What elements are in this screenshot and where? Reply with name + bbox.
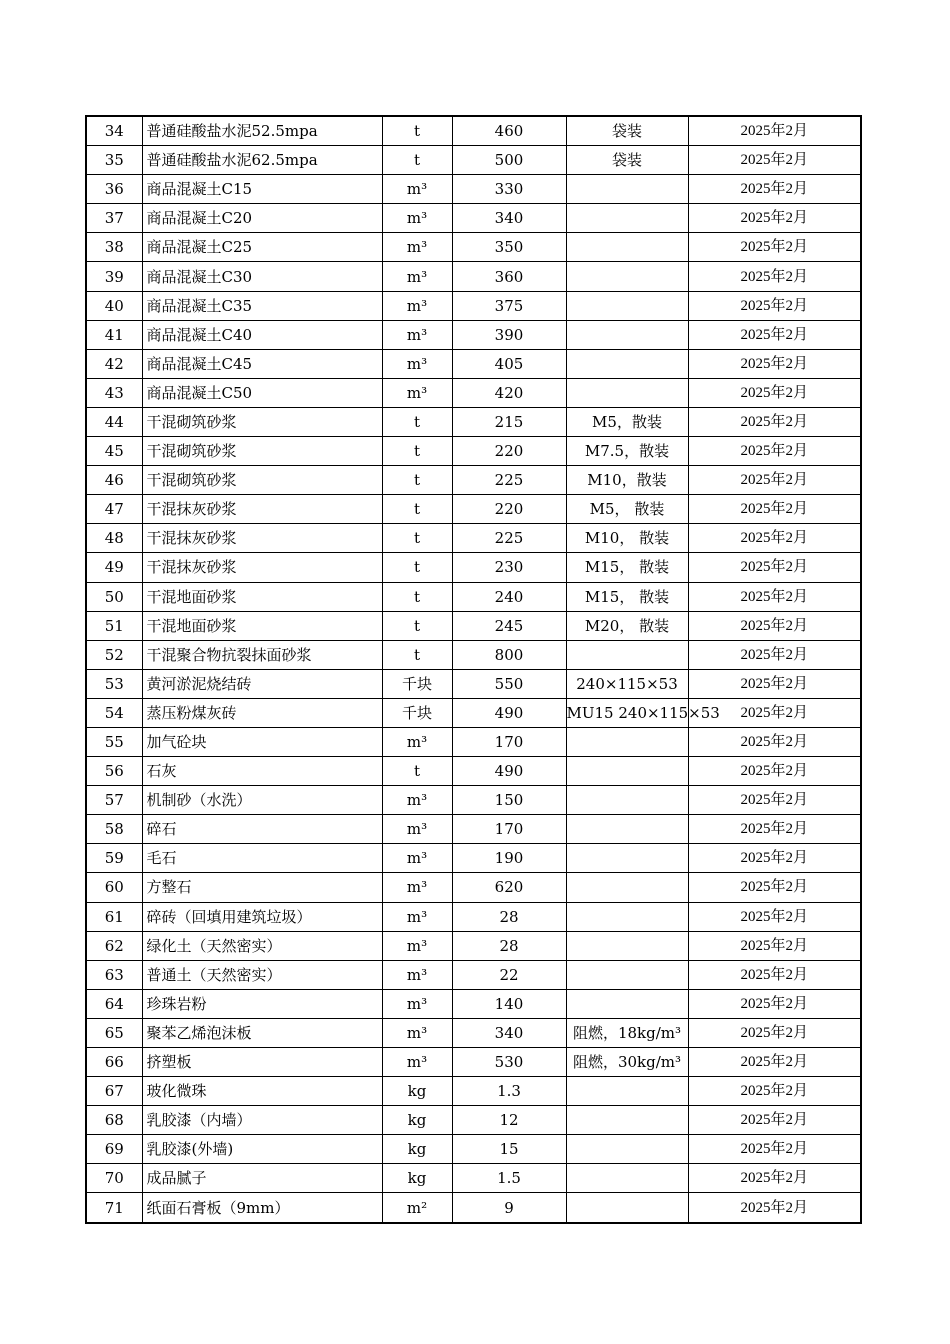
date-cell: 2025年2月 [688,931,861,960]
date-cell: 2025年2月 [688,1018,861,1047]
material-name-cell: 干混地面砂浆 [142,611,382,640]
material-name-cell: 挤塑板 [142,1048,382,1077]
table-row [86,815,861,844]
note-cell: 240×115×53 [566,669,688,698]
material-name-cell: 绿化土（天然密实） [142,931,382,960]
date-cell: 2025年2月 [688,640,861,669]
table-row [86,1135,861,1164]
material-name-cell: 玻化微珠 [142,1077,382,1106]
date-cell: 2025年2月 [688,786,861,815]
unit-cell: 千块 [382,669,452,698]
row-number-cell: 42 [86,349,142,378]
unit-cell: m³ [382,204,452,233]
table-row [86,1077,861,1106]
row-number-cell: 58 [86,815,142,844]
row-number-cell: 70 [86,1164,142,1193]
material-name-cell: 商品混凝土C45 [142,349,382,378]
unit-cell: m³ [382,262,452,291]
date-cell: 2025年2月 [688,175,861,204]
price-cell: 1.5 [452,1164,566,1193]
row-number-cell: 46 [86,466,142,495]
unit-cell: t [382,582,452,611]
material-name-cell: 乳胶漆(外墙) [142,1135,382,1164]
table-row [86,466,861,495]
row-number-cell: 44 [86,407,142,436]
date-cell: 2025年2月 [688,757,861,786]
table-row [86,1048,861,1077]
material-name-cell: 商品混凝土C40 [142,320,382,349]
table-row [86,524,861,553]
note-cell [566,175,688,204]
price-cell: 28 [452,931,566,960]
note-cell: 阻燃，18kg/m³ [566,1018,688,1047]
price-cell: 340 [452,204,566,233]
price-cell: 490 [452,698,566,727]
material-name-cell: 成品腻子 [142,1164,382,1193]
table-row [86,204,861,233]
table-body [86,116,861,1223]
unit-cell: t [382,611,452,640]
row-number-cell: 71 [86,1193,142,1223]
date-cell: 2025年2月 [688,611,861,640]
note-cell: 袋装 [566,116,688,146]
row-number-cell: 61 [86,902,142,931]
material-name-cell: 商品混凝土C30 [142,262,382,291]
note-cell [566,291,688,320]
material-name-cell: 蒸压粉煤灰砖 [142,698,382,727]
price-cell: 140 [452,989,566,1018]
unit-cell: m³ [382,175,452,204]
date-cell: 2025年2月 [688,1193,861,1223]
price-cell: 460 [452,116,566,146]
price-cell: 225 [452,466,566,495]
note-cell [566,262,688,291]
row-number-cell: 63 [86,960,142,989]
row-number-cell: 38 [86,233,142,262]
price-cell: 350 [452,233,566,262]
table-row [86,902,861,931]
unit-cell: m³ [382,989,452,1018]
date-cell: 2025年2月 [688,262,861,291]
note-cell: M10，散装 [566,466,688,495]
material-name-cell: 纸面石膏板（9mm） [142,1193,382,1223]
table-row [86,1193,861,1223]
price-cell: 220 [452,495,566,524]
price-cell: 360 [452,262,566,291]
table-row [86,146,861,175]
unit-cell: m³ [382,960,452,989]
row-number-cell: 53 [86,669,142,698]
table-row [86,116,861,146]
price-cell: 22 [452,960,566,989]
price-cell: 330 [452,175,566,204]
material-name-cell: 干混聚合物抗裂抹面砂浆 [142,640,382,669]
material-name-cell: 干混砌筑砂浆 [142,466,382,495]
material-name-cell: 干混抹灰砂浆 [142,495,382,524]
row-number-cell: 60 [86,873,142,902]
note-cell [566,349,688,378]
row-number-cell: 51 [86,611,142,640]
price-cell: 230 [452,553,566,582]
price-cell: 500 [452,146,566,175]
price-cell: 170 [452,815,566,844]
row-number-cell: 34 [86,116,142,146]
row-number-cell: 49 [86,553,142,582]
note-cell: M20， 散装 [566,611,688,640]
date-cell: 2025年2月 [688,582,861,611]
unit-cell: m³ [382,902,452,931]
price-cell: 9 [452,1193,566,1223]
price-cell: 245 [452,611,566,640]
note-cell: M15， 散装 [566,553,688,582]
note-cell: M7.5，散装 [566,437,688,466]
table-row [86,349,861,378]
price-cell: 28 [452,902,566,931]
unit-cell: t [382,524,452,553]
note-cell [566,844,688,873]
row-number-cell: 56 [86,757,142,786]
unit-cell: kg [382,1106,452,1135]
unit-cell: m³ [382,233,452,262]
unit-cell: t [382,407,452,436]
unit-cell: m³ [382,349,452,378]
note-cell: 袋装 [566,146,688,175]
unit-cell: m³ [382,1048,452,1077]
price-cell: 170 [452,727,566,756]
price-cell: 150 [452,786,566,815]
row-number-cell: 69 [86,1135,142,1164]
material-name-cell: 商品混凝土C35 [142,291,382,320]
note-cell: M5， 散装 [566,495,688,524]
row-number-cell: 59 [86,844,142,873]
table-row [86,437,861,466]
date-cell: 2025年2月 [688,902,861,931]
table-row [86,757,861,786]
material-price-table [85,115,862,1224]
material-name-cell: 商品混凝土C15 [142,175,382,204]
unit-cell: t [382,495,452,524]
row-number-cell: 62 [86,931,142,960]
unit-cell: m³ [382,815,452,844]
table-row [86,786,861,815]
price-cell: 240 [452,582,566,611]
material-name-cell: 普通硅酸盐水泥52.5mpa [142,116,382,146]
date-cell: 2025年2月 [688,844,861,873]
unit-cell: m³ [382,727,452,756]
unit-cell: m³ [382,786,452,815]
date-cell: 2025年2月 [688,378,861,407]
unit-cell: 千块 [382,698,452,727]
row-number-cell: 35 [86,146,142,175]
row-number-cell: 36 [86,175,142,204]
row-number-cell: 41 [86,320,142,349]
note-cell [566,873,688,902]
material-name-cell: 加气砼块 [142,727,382,756]
date-cell: 2025年2月 [688,989,861,1018]
unit-cell: m³ [382,320,452,349]
price-cell: 420 [452,378,566,407]
unit-cell: t [382,640,452,669]
material-name-cell: 乳胶漆（内墙） [142,1106,382,1135]
price-cell: 225 [452,524,566,553]
row-number-cell: 67 [86,1077,142,1106]
material-name-cell: 普通硅酸盐水泥62.5mpa [142,146,382,175]
date-cell: 2025年2月 [688,1077,861,1106]
price-cell: 405 [452,349,566,378]
date-cell: 2025年2月 [688,495,861,524]
unit-cell: t [382,757,452,786]
table-row [86,844,861,873]
note-cell [566,1193,688,1223]
date-cell: 2025年2月 [688,553,861,582]
material-name-cell: 商品混凝土C25 [142,233,382,262]
note-cell [566,1077,688,1106]
price-cell: 1.3 [452,1077,566,1106]
note-cell: M5，散装 [566,407,688,436]
date-cell: 2025年2月 [688,873,861,902]
note-cell: 阻燃，30kg/m³ [566,1048,688,1077]
note-cell: MU15 240×115×53 [566,698,688,727]
table-row [86,582,861,611]
table-row [86,407,861,436]
price-cell: 390 [452,320,566,349]
note-cell [566,1106,688,1135]
row-number-cell: 65 [86,1018,142,1047]
table-row [86,611,861,640]
table-row [86,669,861,698]
note-cell [566,960,688,989]
date-cell: 2025年2月 [688,407,861,436]
date-cell: 2025年2月 [688,349,861,378]
date-cell: 2025年2月 [688,437,861,466]
unit-cell: m³ [382,844,452,873]
unit-cell: kg [382,1077,452,1106]
unit-cell: t [382,116,452,146]
row-number-cell: 50 [86,582,142,611]
date-cell: 2025年2月 [688,233,861,262]
date-cell: 2025年2月 [688,466,861,495]
date-cell: 2025年2月 [688,960,861,989]
table-row [86,553,861,582]
material-name-cell: 碎砖（回填用建筑垃圾） [142,902,382,931]
unit-cell: t [382,146,452,175]
material-name-cell: 方整石 [142,873,382,902]
row-number-cell: 43 [86,378,142,407]
material-name-cell: 干混砌筑砂浆 [142,407,382,436]
row-number-cell: 39 [86,262,142,291]
table-row [86,989,861,1018]
table-row [86,1106,861,1135]
row-number-cell: 52 [86,640,142,669]
row-number-cell: 64 [86,989,142,1018]
table-row [86,291,861,320]
row-number-cell: 55 [86,727,142,756]
table-row [86,262,861,291]
date-cell: 2025年2月 [688,291,861,320]
unit-cell: kg [382,1164,452,1193]
note-cell [566,640,688,669]
table-row [86,495,861,524]
price-cell: 12 [452,1106,566,1135]
row-number-cell: 45 [86,437,142,466]
unit-cell: m³ [382,291,452,320]
date-cell: 2025年2月 [688,1048,861,1077]
material-name-cell: 干混地面砂浆 [142,582,382,611]
price-cell: 375 [452,291,566,320]
note-cell [566,1164,688,1193]
material-name-cell: 干混抹灰砂浆 [142,524,382,553]
table-row [86,727,861,756]
price-cell: 220 [452,437,566,466]
date-cell: 2025年2月 [688,1106,861,1135]
row-number-cell: 66 [86,1048,142,1077]
material-name-cell: 聚苯乙烯泡沫板 [142,1018,382,1047]
unit-cell: t [382,437,452,466]
date-cell: 2025年2月 [688,1135,861,1164]
material-name-cell: 商品混凝土C50 [142,378,382,407]
material-name-cell: 碎石 [142,815,382,844]
table-row [86,175,861,204]
note-cell [566,902,688,931]
note-cell [566,320,688,349]
date-cell: 2025年2月 [688,116,861,146]
price-cell: 620 [452,873,566,902]
row-number-cell: 57 [86,786,142,815]
note-cell: M10， 散装 [566,524,688,553]
date-cell: 2025年2月 [688,698,861,727]
row-number-cell: 37 [86,204,142,233]
price-cell: 190 [452,844,566,873]
note-cell [566,727,688,756]
price-cell: 530 [452,1048,566,1077]
note-cell [566,815,688,844]
unit-cell: t [382,553,452,582]
row-number-cell: 47 [86,495,142,524]
note-cell [566,1135,688,1164]
date-cell: 2025年2月 [688,727,861,756]
date-cell: 2025年2月 [688,204,861,233]
note-cell [566,786,688,815]
table-row [86,378,861,407]
material-name-cell: 石灰 [142,757,382,786]
date-cell: 2025年2月 [688,524,861,553]
note-cell [566,378,688,407]
note-cell [566,204,688,233]
table-row [86,960,861,989]
unit-cell: m³ [382,378,452,407]
price-cell: 215 [452,407,566,436]
row-number-cell: 40 [86,291,142,320]
unit-cell: m³ [382,931,452,960]
table-row [86,698,861,727]
material-name-cell: 干混砌筑砂浆 [142,437,382,466]
price-cell: 490 [452,757,566,786]
date-cell: 2025年2月 [688,669,861,698]
material-name-cell: 珍珠岩粉 [142,989,382,1018]
table-row [86,1164,861,1193]
row-number-cell: 68 [86,1106,142,1135]
material-name-cell: 机制砂（水洗） [142,786,382,815]
unit-cell: m³ [382,873,452,902]
table-row [86,1018,861,1047]
row-number-cell: 48 [86,524,142,553]
table-row [86,931,861,960]
note-cell [566,757,688,786]
table-row [86,320,861,349]
price-cell: 340 [452,1018,566,1047]
note-cell [566,989,688,1018]
material-name-cell: 毛石 [142,844,382,873]
price-cell: 15 [452,1135,566,1164]
note-cell: M15， 散装 [566,582,688,611]
material-name-cell: 黄河淤泥烧结砖 [142,669,382,698]
date-cell: 2025年2月 [688,1164,861,1193]
row-number-cell: 54 [86,698,142,727]
date-cell: 2025年2月 [688,146,861,175]
date-cell: 2025年2月 [688,320,861,349]
material-name-cell: 商品混凝土C20 [142,204,382,233]
table-row [86,873,861,902]
date-cell: 2025年2月 [688,815,861,844]
table-row [86,233,861,262]
price-cell: 550 [452,669,566,698]
unit-cell: m² [382,1193,452,1223]
unit-cell: t [382,466,452,495]
material-name-cell: 普通土（天然密实） [142,960,382,989]
unit-cell: m³ [382,1018,452,1047]
price-cell: 800 [452,640,566,669]
unit-cell: kg [382,1135,452,1164]
note-cell [566,931,688,960]
note-cell [566,233,688,262]
table-row [86,640,861,669]
material-name-cell: 干混抹灰砂浆 [142,553,382,582]
